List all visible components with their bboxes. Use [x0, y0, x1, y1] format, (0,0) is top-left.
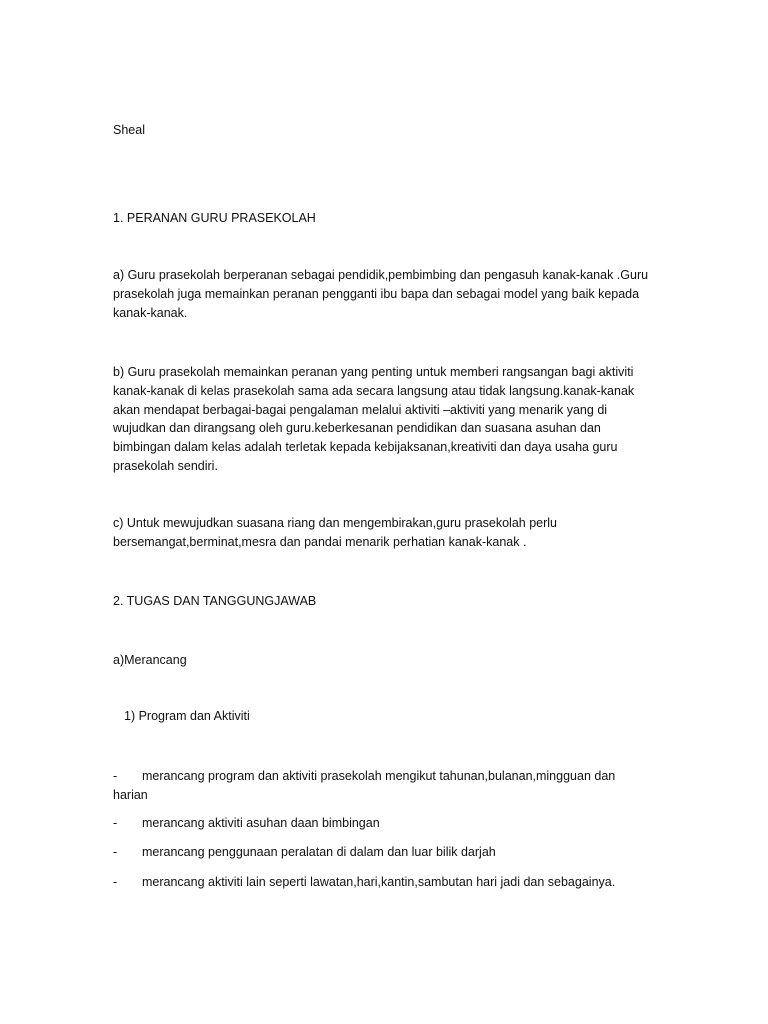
subheading-merancang: a)Merancang — [113, 653, 187, 667]
subsubheading-program: 1) Program dan Aktiviti — [124, 709, 250, 723]
author-name: Sheal — [113, 123, 145, 137]
bullet-marker: - — [113, 769, 118, 783]
bullet-text: merancang penggunaan peralatan di dalam dan luar bilik darjah — [142, 845, 496, 859]
bullet-marker: - — [113, 875, 118, 889]
bullet-text: merancang aktiviti lain seperti lawatan,hari,kantin,sambutan hari jadi dan sebagainya. — [142, 875, 616, 889]
bullet-item — [113, 767, 653, 805]
bullet-marker: - — [113, 845, 118, 859]
bullet-text: merancang program dan aktiviti prasekolah mengikut tahunan,bulanan,mingguan dan harian — [113, 769, 616, 802]
bullet-marker: - — [113, 816, 118, 830]
section-1-heading: 1. PERANAN GURU PRASEKOLAH — [113, 211, 316, 225]
section-2-heading: 2. TUGAS DAN TANGGUNGJAWAB — [113, 594, 317, 608]
paragraph-b: b) Guru prasekolah memainkan peranan yang penting untuk memberi rangsangan bagi aktiviti kanak-kanak di kelas prasekolah sama ada secara langsung atau tidak langsung.kanak-kanak akan mendapat berbagai-bagai pengalaman melalui aktiviti –aktiviti yang menarik yang di wujudkan dan dirangsang oleh guru.keberkesanan pendidikan dan suasana asuhan dan bimbingan dalam kelas adalah terletak kepada kebijaksanan,kreativiti dan daya usaha guru prasekolah sendiri. — [113, 365, 635, 473]
paragraph-a: a) Guru prasekolah berperanan sebagai pendidik,pembimbing dan pengasuh kanak-kanak .Guru prasekolah juga memainkan peranan pengganti ibu bapa dan sebagai model yang baik kepada kanak-kanak. — [113, 268, 649, 320]
bullet-item — [113, 873, 653, 892]
bullet-item — [113, 814, 653, 833]
bullet-text: merancang aktiviti asuhan daan bimbingan — [142, 816, 380, 830]
bullet-item — [113, 843, 653, 862]
paragraph-c: c) Untuk mewujudkan suasana riang dan mengembirakan,guru prasekolah perlu bersemangat,berminat,mesra dan pandai menarik perhatian kanak-kanak . — [113, 516, 558, 549]
